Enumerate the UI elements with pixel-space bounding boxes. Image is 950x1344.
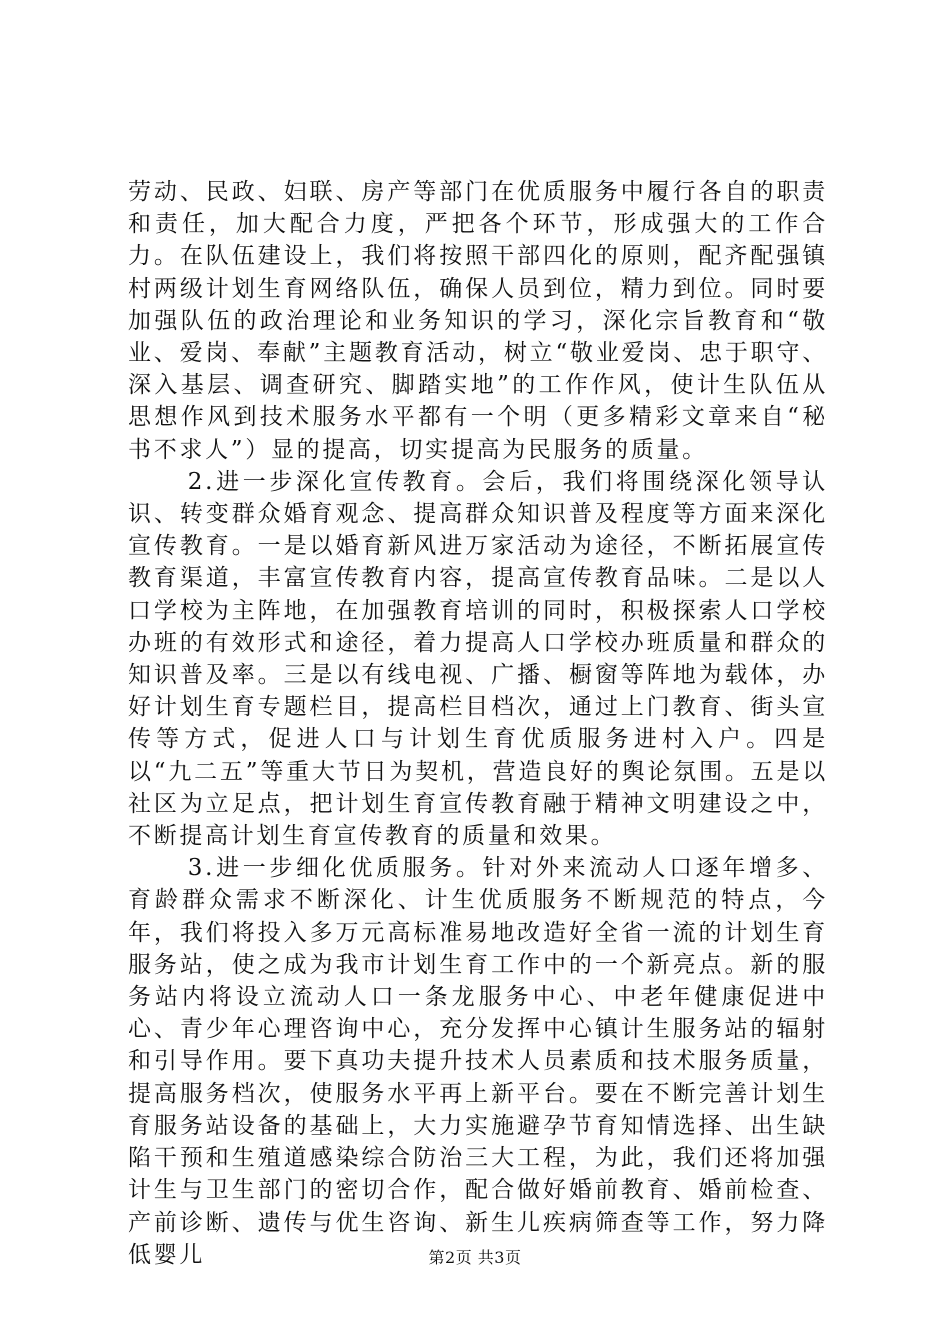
paragraph-quality-service: 3.进一步细化优质服务。针对外来流动人口逐年增多、育龄群众需求不断深化、计生优质服务不断规范的特点，今年，我们将投入多万元高标准易地改造好全省一流的计划生育服务站，使之成为我市计划生育工作中的一个新亮点。新的服务站内将设立流动人口一条龙服务中心、中老年健康促进中心、青少年心理咨询中心，充分发挥中心镇计生服务站的辐射和引导作用。要下真功夫提升技术人员素质和技术服务质量，提高服务档次，使服务水平再上新平台。要在不断完善计划生育服务站设备的基础上，大力实施避孕节育知情选择、出生缺陷干预和生殖道感染综合防治三大工程，为此，我们还将加强计生与卫生部门的密切合作，配合做好婚前教育、婚前检查、产前诊断、遗传与优生咨询、新生儿疾病筛查等工作，努力降低婴儿: [128, 855, 828, 1268]
document-body: [128, 176, 828, 1271]
page-footer: 第2页 共3页: [428, 1248, 522, 1267]
paragraph-continuation: 劳动、民政、妇联、房产等部门在优质服务中履行各自的职责和责任，加大配合力度，严把各个环节，形成强大的工作合力。在队伍建设上，我们将按照干部四化的原则，配齐配强镇村两级计划生育网络队伍，确保人员到位，精力到位。同时要加强队伍的政治理论和业务知识的学习，深化宗旨教育和“敬业、爱岗、奉献”主题教育活动，树立“敬业爱岗、忠于职守、深入基层、调查研究、脚踏实地”的工作作风，使计生队伍从思想作风到技术服务水平都有一个明（更多精彩文章来自“秘书不求人”）显的提高，切实提高为民服务的质量。: [128, 179, 828, 463]
paragraph-publicity-education: 2.进一步深化宣传教育。会后，我们将围绕深化领导认识、转变群众婚育观念、提高群众知识普及程度等方面来深化宣传教育。一是以婚育新风进万家活动为途径，不断拓展宣传教育渠道，丰富宣传教育内容，提高宣传教育品味。二是以人口学校为主阵地，在加强教育培训的同时，积极探索人口学校办班的有效形式和途径，着力提高人口学校办班质量和群众的知识普及率。三是以有线电视、广播、橱窗等阵地为载体，办好计划生育专题栏目，提高栏目档次，通过上门教育、街头宣传等方式，促进人口与计划生育优质服务进村入户。四是以“九二五”等重大节日为契机，营造良好的舆论氛围。五是以社区为立足点，把计划生育宣传教育融于精神文明建设之中，不断提高计划生育宣传教育的质量和效果。: [128, 468, 828, 850]
